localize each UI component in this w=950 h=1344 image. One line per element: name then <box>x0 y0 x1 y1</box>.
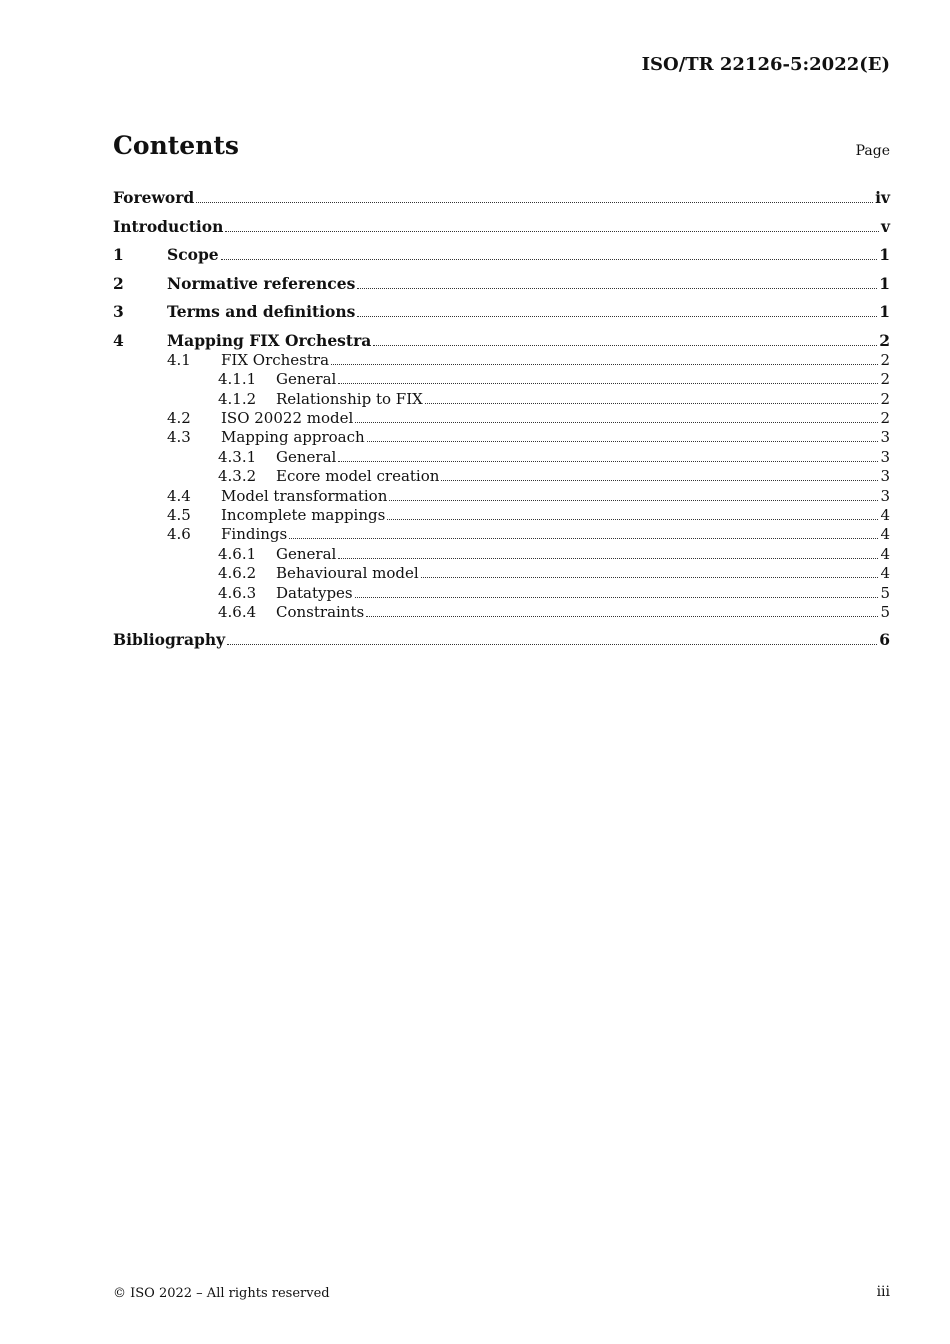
toc-entry-number: 4.6.4 <box>218 602 257 621</box>
dot-leader <box>389 500 878 501</box>
toc-entry[interactable] <box>113 207 890 236</box>
toc-entry-page: 1 <box>879 245 890 264</box>
toc-entry-number: 4.6 <box>167 525 191 544</box>
toc-entry-page: 3 <box>880 447 890 466</box>
toc-entry-number: 4.6.3 <box>218 583 257 602</box>
dot-leader <box>331 364 878 365</box>
dot-leader <box>196 202 873 203</box>
toc-entry-number: 2 <box>113 273 124 293</box>
toc-entry-page: 5 <box>880 602 890 621</box>
toc-entry-title: Ecore model creation <box>276 467 440 486</box>
toc-entry-title: Model transformation <box>221 486 388 505</box>
toc-entry-page: 2 <box>880 350 890 369</box>
toc-entry-number: 4.4 <box>167 486 191 505</box>
toc-entry-number: 4.3 <box>167 428 191 447</box>
dot-leader <box>338 558 878 559</box>
toc-entry-number: 4.1.1 <box>218 370 257 389</box>
toc-entry[interactable] <box>113 524 890 543</box>
toc-entry-page: 2 <box>879 330 890 350</box>
toc-entry-number: 4.3.1 <box>218 447 257 466</box>
dot-leader <box>357 288 877 289</box>
document-code: ISO/TR 22126-5:2022(E) <box>641 54 890 75</box>
toc-entry-title: Datatypes <box>276 583 353 602</box>
toc-entry-title: General <box>276 544 337 563</box>
toc-entry-page: 4 <box>880 506 890 525</box>
toc-entry-number: 4.2 <box>167 409 191 428</box>
page-number: iii <box>876 1284 890 1300</box>
toc-entry-title: Findings <box>221 525 288 544</box>
toc-entry-page: 4 <box>880 544 890 563</box>
dot-leader <box>355 422 878 423</box>
toc-entry-number: 1 <box>113 245 124 264</box>
dot-leader <box>338 383 878 384</box>
toc-entry-page: 1 <box>879 302 890 321</box>
toc-entry[interactable] <box>113 505 890 524</box>
toc-entry-number: 4 <box>113 330 124 350</box>
dot-leader <box>357 316 877 317</box>
toc-entry[interactable] <box>113 485 890 504</box>
toc-entry-page: 2 <box>880 389 890 408</box>
toc-entry[interactable] <box>113 236 890 265</box>
dot-leader <box>441 480 878 481</box>
toc-entry-title: General <box>276 370 337 389</box>
toc-entry-page: 3 <box>880 486 890 505</box>
dot-leader <box>421 577 879 578</box>
toc-entry-number: 4.1 <box>167 350 191 369</box>
toc-entry[interactable] <box>113 602 890 621</box>
table-of-contents <box>113 185 890 649</box>
toc-entry[interactable] <box>113 293 890 322</box>
toc-entry[interactable] <box>113 408 890 427</box>
dot-leader <box>366 616 878 617</box>
toc-entry-title: FIX Orchestra <box>221 350 330 369</box>
dot-leader <box>221 259 878 260</box>
toc-entry-page: 2 <box>880 409 890 428</box>
toc-entry-title: General <box>276 447 337 466</box>
toc-entry-title: Mapping approach <box>221 428 365 447</box>
toc-entry-title: Mapping FIX Orchestra <box>167 330 372 350</box>
copyright-notice: © ISO 2022 – All rights reserved <box>113 1286 330 1301</box>
toc-entry-page: 5 <box>880 583 890 602</box>
toc-entry-page: 4 <box>880 525 890 544</box>
dot-leader <box>338 461 878 462</box>
dot-leader <box>373 345 877 346</box>
toc-entry[interactable] <box>113 446 890 465</box>
toc-entry-number: 4.6.1 <box>218 544 257 563</box>
contents-title: Contents <box>113 131 240 160</box>
toc-entry[interactable] <box>113 427 890 446</box>
dot-leader <box>227 644 877 645</box>
toc-entry[interactable] <box>113 621 890 650</box>
toc-entry-page: 1 <box>879 273 890 293</box>
toc-entry[interactable] <box>113 321 890 350</box>
toc-entry-title: Relationship to FIX <box>276 389 423 408</box>
dot-leader <box>355 597 879 598</box>
dot-leader <box>425 403 879 404</box>
page-column-label: Page <box>855 143 890 159</box>
toc-entry-number: 4.1.2 <box>218 389 257 408</box>
toc-entry[interactable] <box>113 563 890 582</box>
toc-entry-page: v <box>880 216 890 236</box>
dot-leader <box>387 519 878 520</box>
toc-entry[interactable] <box>113 388 890 407</box>
toc-entry-title: Incomplete mappings <box>221 506 386 525</box>
toc-entry-title: Constraints <box>276 602 365 621</box>
toc-entry-page: 3 <box>880 428 890 447</box>
toc-entry-page: 2 <box>880 370 890 389</box>
toc-entry-title: Terms and definitions <box>167 302 356 321</box>
toc-entry[interactable] <box>113 185 890 207</box>
dot-leader <box>225 231 879 232</box>
toc-entry-page: 3 <box>880 467 890 486</box>
toc-entry[interactable] <box>113 582 890 601</box>
toc-entry[interactable] <box>113 264 890 293</box>
toc-entry-number: 3 <box>113 302 124 321</box>
toc-entry-number: 4.5 <box>167 506 191 525</box>
toc-entry-title: ISO 20022 model <box>221 409 354 428</box>
toc-entry[interactable] <box>113 466 890 485</box>
dot-leader <box>289 538 878 539</box>
toc-entry[interactable] <box>113 543 890 562</box>
dot-leader <box>367 441 879 442</box>
toc-entry-number: 4.6.2 <box>218 564 257 583</box>
toc-entry-page: 6 <box>879 630 890 650</box>
toc-entry-title: Scope <box>167 245 219 264</box>
toc-entry-page: 4 <box>880 564 890 583</box>
toc-entry-title: Introduction <box>113 216 224 236</box>
toc-entry-title: Behavioural model <box>276 564 419 583</box>
toc-entry[interactable] <box>113 369 890 388</box>
toc-entry-title: Bibliography <box>113 630 226 650</box>
toc-entry-page: iv <box>875 188 890 207</box>
toc-entry-title: Foreword <box>113 188 195 207</box>
toc-entry[interactable] <box>113 350 890 369</box>
toc-entry-title: Normative references <box>167 273 356 293</box>
toc-entry-number: 4.3.2 <box>218 467 257 486</box>
